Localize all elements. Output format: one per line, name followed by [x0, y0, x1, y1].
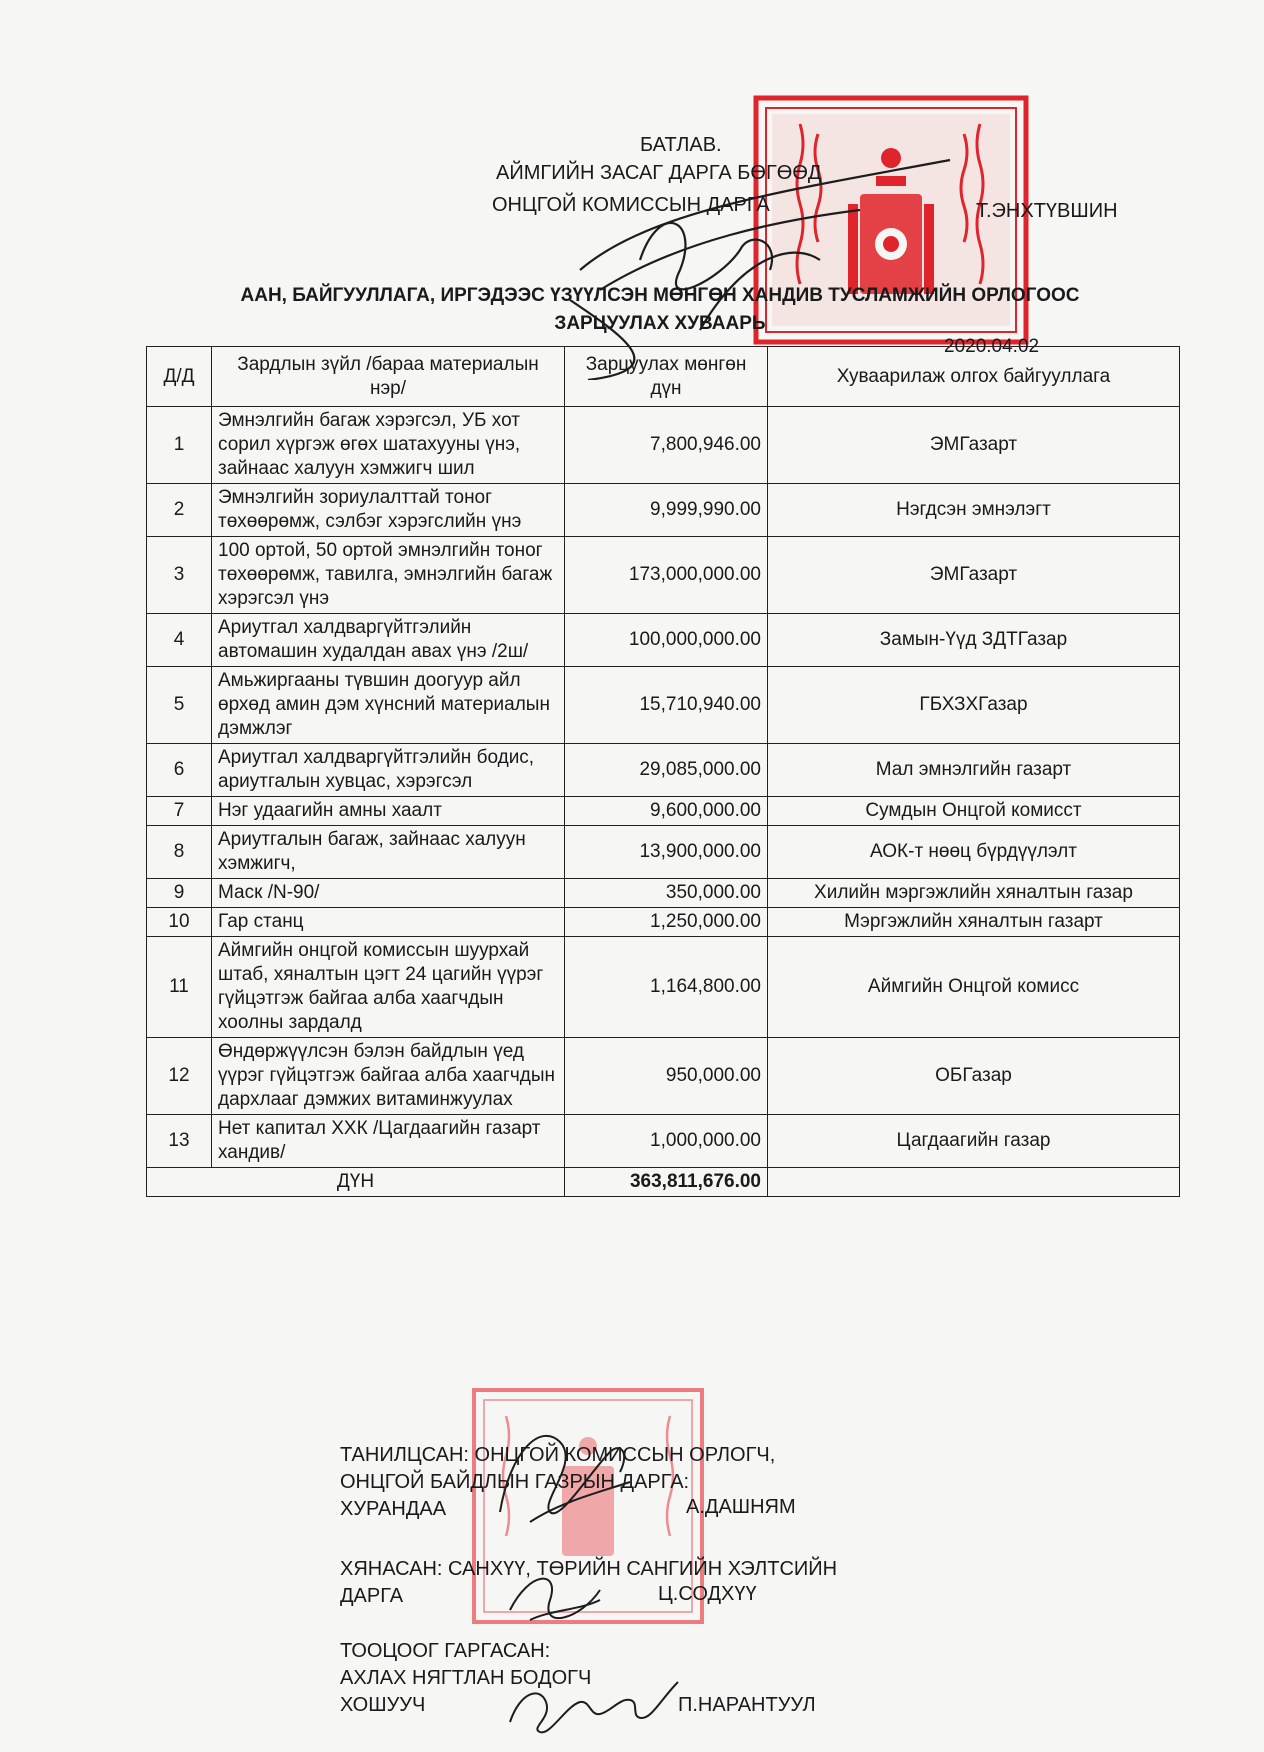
table-row: [147, 879, 1180, 908]
row-item: Нет капитал ХХК /Цагдаагийн газарт хандив/: [212, 1115, 565, 1168]
row-no: 2: [147, 484, 212, 537]
s3-line-2: АХЛАХ НЯГТЛАН БОДОГЧ: [340, 1667, 592, 1689]
row-org: Нэгдсэн эмнэлэгт: [768, 484, 1180, 537]
header-item: Зардлын зүйл /бараа материалын нэр/: [212, 347, 565, 407]
approval-position-1: АЙМГИЙН ЗАСАГ ДАРГА БӨГӨӨД: [496, 162, 822, 184]
signature-2: [500, 1560, 620, 1630]
s1-line-3: ХУРАНДАА: [340, 1498, 447, 1520]
row-item: 100 ортой, 50 ортой эмнэлгийн тоног төхөөрөмж, тавилга, эмнэлгийн багаж хэрэгсэл үнэ: [212, 537, 565, 614]
row-amount: 1,000,000.00: [565, 1115, 768, 1168]
document-date: 2020.04.02: [944, 336, 1040, 357]
approval-position-2: ОНЦГОЙ КОМИССЫН ДАРГА: [492, 194, 770, 216]
row-amount: 15,710,940.00: [565, 667, 768, 744]
header-no: Д/Д: [147, 347, 212, 407]
row-org: Мал эмнэлгийн газарт: [768, 744, 1180, 797]
row-amount: 1,164,800.00: [565, 937, 768, 1038]
document-title-line-2: ЗАРЦУУЛАХ ХУВААРЬ: [554, 313, 766, 334]
table-row: [147, 797, 1180, 826]
approval-title: БАТЛАВ.: [640, 134, 722, 156]
row-amount: 173,000,000.00: [565, 537, 768, 614]
row-no: 13: [147, 1115, 212, 1168]
total-amount: 363,811,676.00: [565, 1168, 768, 1197]
s1-name: А.ДАШНЯМ: [686, 1496, 796, 1518]
table-row: [147, 908, 1180, 937]
row-no: 11: [147, 937, 212, 1038]
signature-3: [500, 1672, 690, 1738]
s3-line-3: ХОШУУЧ: [340, 1694, 426, 1716]
total-label: ДҮН: [147, 1168, 565, 1197]
total-empty-cell: [768, 1168, 1180, 1197]
document-title: [160, 282, 1160, 338]
table-row: [147, 937, 1180, 1038]
row-org: АОК-т нөөц бүрдүүлэлт: [768, 826, 1180, 879]
signature-1: [480, 1412, 660, 1532]
row-amount: 29,085,000.00: [565, 744, 768, 797]
row-org: Мэргэжлийн хяналтын газарт: [768, 908, 1180, 937]
header-org: Хуваарилаж олгох байгууллага: [768, 347, 1180, 407]
row-item: Аймгийн онцгой комиссын шуурхай штаб, хяналтын цэгт 24 цагийн үүрэг гүйцэтгэж байгаа алба хаагчдын хоолны зардалд: [212, 937, 565, 1038]
row-item: Ариутгалын багаж, зайнаас халуун хэмжигч,: [212, 826, 565, 879]
table-body: [147, 407, 1180, 1168]
table-row: [147, 1038, 1180, 1115]
row-amount: 350,000.00: [565, 879, 768, 908]
row-org: Цагдаагийн газар: [768, 1115, 1180, 1168]
row-org: Хилийн мэргэжлийн хяналтын газар: [768, 879, 1180, 908]
row-item: Амьжиргааны түвшин доогуур айл өрхөд амин дэм хүнсний материалын дэмжлэг: [212, 667, 565, 744]
row-item: Нэг удаагийн амны хаалт: [212, 797, 565, 826]
s3-line-1: ТООЦООГ ГАРГАСАН:: [340, 1640, 551, 1662]
row-amount: 9,600,000.00: [565, 797, 768, 826]
document-title-line-1: ААН, БАЙГУУЛЛАГА, ИРГЭДЭЭС ҮЗҮҮЛСЭН МӨНГӨН ХАНДИВ ТУСЛАМЖИЙН ОРЛОГООС: [240, 285, 1080, 306]
row-item: Ариутгал халдваргүйтгэлийн автомашин худалдан авах үнэ /2ш/: [212, 614, 565, 667]
s1-line-1: ТАНИЛЦСАН: ОНЦГОЙ КОМИССЫН ОРЛОГЧ,: [340, 1444, 776, 1466]
row-no: 4: [147, 614, 212, 667]
table-row: [147, 744, 1180, 797]
table-total-row: [147, 1168, 1180, 1197]
row-org: ЭМГазарт: [768, 407, 1180, 484]
row-item: Маск /N-90/: [212, 879, 565, 908]
table-row: [147, 826, 1180, 879]
table-row: [147, 614, 1180, 667]
row-amount: 950,000.00: [565, 1038, 768, 1115]
row-org: Сумдын Онцгой комисст: [768, 797, 1180, 826]
row-item: Гар станц: [212, 908, 565, 937]
row-no: 12: [147, 1038, 212, 1115]
row-org: ГБХЗХГазар: [768, 667, 1180, 744]
approval-name: Т.ЭНХТҮВШИН: [976, 200, 1118, 222]
table-row: [147, 1115, 1180, 1168]
row-no: 5: [147, 667, 212, 744]
s2-line-2: ДАРГА: [340, 1585, 404, 1607]
row-no: 8: [147, 826, 212, 879]
header-amount: Зарцуулах мөнгөн дүн: [565, 347, 768, 407]
row-org: Замын-Үүд ЗДТГазар: [768, 614, 1180, 667]
row-item: Ариутгал халдваргүйтгэлийн бодис, ариутгалын хувцас, хэрэгсэл: [212, 744, 565, 797]
table-row: [147, 484, 1180, 537]
row-amount: 13,900,000.00: [565, 826, 768, 879]
row-amount: 9,999,990.00: [565, 484, 768, 537]
row-amount: 100,000,000.00: [565, 614, 768, 667]
table-row: [147, 537, 1180, 614]
table-row: [147, 407, 1180, 484]
row-org: Аймгийн Онцгой комисс: [768, 937, 1180, 1038]
table-row: [147, 667, 1180, 744]
row-no: 10: [147, 908, 212, 937]
row-amount: 1,250,000.00: [565, 908, 768, 937]
row-no: 1: [147, 407, 212, 484]
s2-line-1: ХЯНАСАН: САНХҮҮ, ТӨРИЙН САНГИЙН ХЭЛТСИЙН: [340, 1558, 838, 1580]
table-header-row: [147, 347, 1180, 407]
row-no: 9: [147, 879, 212, 908]
row-no: 6: [147, 744, 212, 797]
row-no: 7: [147, 797, 212, 826]
s2-name: Ц.СОДХҮҮ: [658, 1583, 757, 1605]
row-item: Өндөржүүлсэн бэлэн байдлын үед үүрэг гүйцэтгэж байгаа алба хаагчдын дархлааг дэмжих витаминжуулах: [212, 1038, 565, 1115]
row-org: ОБГазар: [768, 1038, 1180, 1115]
s3-name: П.НАРАНТУУЛ: [678, 1694, 816, 1716]
allocation-table: [146, 346, 1180, 1197]
row-org: ЭМГазарт: [768, 537, 1180, 614]
row-no: 3: [147, 537, 212, 614]
row-item: Эмнэлгийн багаж хэрэгсэл, УБ хот сорил хүргэж өгөх шатахууны үнэ, зайнаас халуун хэмжигч шил: [212, 407, 565, 484]
s1-line-2: ОНЦГОЙ БАЙДЛЫН ГАЗРЫН ДАРГА:: [340, 1471, 690, 1493]
row-item: Эмнэлгийн зориулалттай тоног төхөөрөмж, сэлбэг хэрэгслийн үнэ: [212, 484, 565, 537]
row-amount: 7,800,946.00: [565, 407, 768, 484]
